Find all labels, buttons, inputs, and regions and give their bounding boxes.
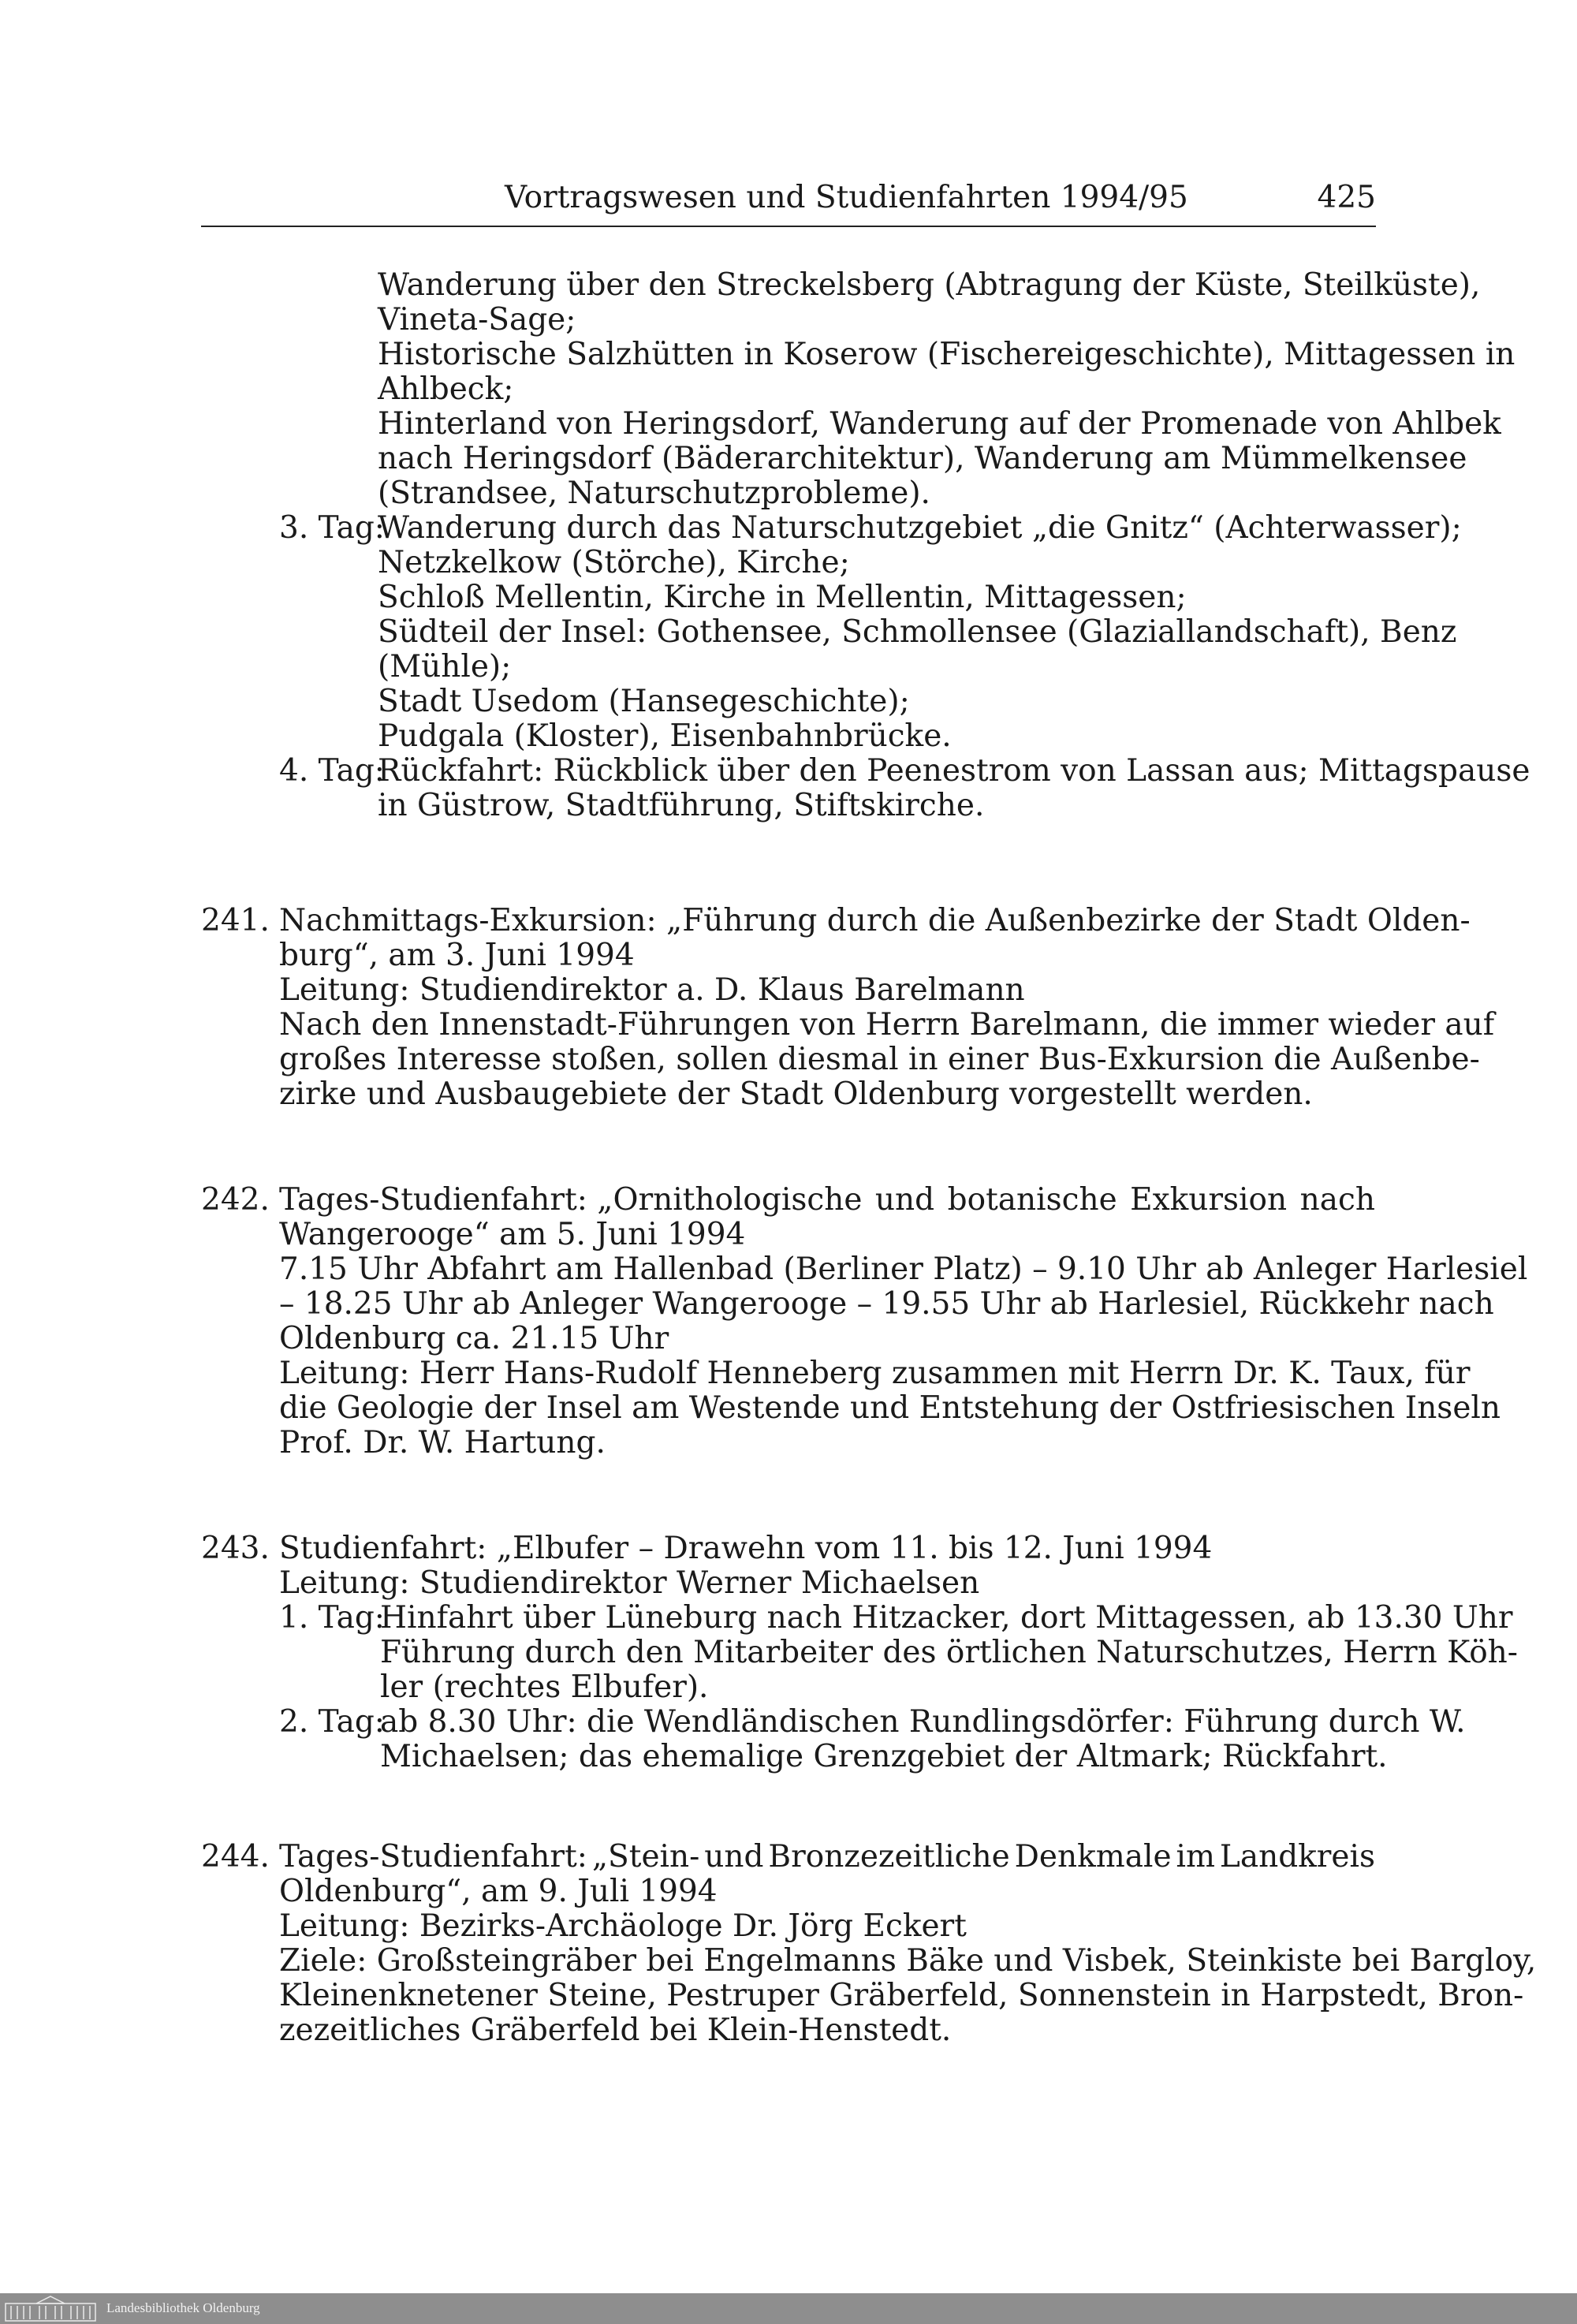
entry-number: 242. xyxy=(201,1182,270,1218)
text-line: Ziele: Großsteingräber bei Engelmanns Bäke und Visbek, Steinkiste bei Bargloy, xyxy=(279,1943,1537,1979)
text-fragment: botanische xyxy=(947,1182,1117,1218)
text-line: Hinterland von Heringsdorf, Wanderung auf der Promenade von Ahlbek xyxy=(378,406,1501,442)
text-line: Historische Salzhütten in Koserow (Fischereigeschichte), Mittagessen in xyxy=(378,337,1515,372)
intro-block xyxy=(378,268,1515,511)
day4-block xyxy=(378,754,1530,823)
text-line: Rückfahrt: Rückblick über den Peenestrom von Lassan aus; Mittagspause xyxy=(378,753,1530,789)
text-line: Schloß Mellentin, Kirche in Mellentin, Mittagessen; xyxy=(378,580,1187,615)
text-fragment: im xyxy=(1176,1839,1215,1874)
text-fragment: Landkreis xyxy=(1219,1839,1375,1874)
page-header xyxy=(201,175,1376,227)
text-line: zezeitliches Gräberfeld bei Klein-Henstedt. xyxy=(279,2013,952,2048)
text-line: Südteil der Insel: Gothensee, Schmollensee (Glaziallandschaft), Benz xyxy=(378,614,1457,650)
entry-242 xyxy=(279,1183,1527,1460)
text-line: Leitung: Studiendirektor a. D. Klaus Barelmann xyxy=(279,972,1025,1008)
running-title: Vortragswesen und Studienfahrten 1994/95 xyxy=(505,180,1188,215)
text-line: Pudgala (Kloster), Eisenbahnbrücke. xyxy=(378,718,952,754)
text-fragment: Tages-Studienfahrt: „Ornithologische xyxy=(279,1182,863,1218)
text-fragment: Denkmale xyxy=(1014,1839,1172,1874)
text-line: Nachmittags-Exkursion: „Führung durch die Außenbezirke der Stadt Olden- xyxy=(279,903,1471,938)
text-line: (Strandsee, Naturschutzprobleme). xyxy=(378,476,930,511)
text-line: Ahlbeck; xyxy=(378,371,514,407)
text-line xyxy=(279,1840,1375,1874)
text-line: Leitung: Bezirks-Archäologe Dr. Jörg Eckert xyxy=(279,1908,967,1944)
day-label: 4. Tag: xyxy=(279,753,385,789)
text-line: Leitung: Herr Hans-Rudolf Henneberg zusammen mit Herrn Dr. K. Taux, für xyxy=(279,1356,1471,1391)
text-line: großes Interesse stoßen, sollen diesmal in einer Bus-Exkursion die Außenbe- xyxy=(279,1042,1480,1077)
entry-243-day1 xyxy=(380,1601,1518,1705)
library-name: Landesbibliothek Oldenburg xyxy=(106,2300,260,2315)
entry-number: 241. xyxy=(201,903,270,938)
text-line: Vineta-Sage; xyxy=(378,302,576,338)
text-fragment: nach xyxy=(1299,1182,1375,1218)
text-fragment: Tages-Studienfahrt: xyxy=(279,1839,587,1874)
text-line: (Mühle); xyxy=(378,649,512,685)
text-line: Wanderung über den Streckelsberg (Abtragung der Küste, Steilküste), xyxy=(378,267,1481,303)
text-fragment: Exkursion xyxy=(1130,1182,1288,1218)
entry-number: 244. xyxy=(201,1839,270,1874)
text-line: Prof. Dr. W. Hartung. xyxy=(279,1425,606,1460)
entry-244 xyxy=(279,1840,1536,2048)
text-line: zirke und Ausbaugebiete der Stadt Oldenburg vorgestellt werden. xyxy=(279,1076,1313,1112)
day3-block xyxy=(378,511,1462,754)
day-label: 3. Tag: xyxy=(279,510,385,546)
text-fragment: und xyxy=(704,1839,764,1874)
text-line: burg“, am 3. Juni 1994 xyxy=(279,938,635,973)
text-line: die Geologie der Insel am Westende und Entstehung der Ostfriesischen Inseln xyxy=(279,1390,1501,1426)
text-line: ab 8.30 Uhr: die Wendländischen Rundlingsdörfer: Führung durch W. xyxy=(380,1704,1466,1740)
text-line: Oldenburg ca. 21.15 Uhr xyxy=(279,1321,669,1356)
entry-243-day2 xyxy=(380,1705,1466,1774)
text-line: Michaelsen; das ehemalige Grenzgebiet der Altmark; Rückfahrt. xyxy=(380,1739,1388,1774)
library-building-icon xyxy=(5,2296,96,2322)
entry-number: 243. xyxy=(201,1531,270,1566)
entry-243 xyxy=(279,1531,1212,1601)
text-line: Leitung: Studiendirektor Werner Michaelsen xyxy=(279,1565,980,1601)
text-fragment: „Stein- xyxy=(591,1839,700,1874)
text-line: Kleinenknetener Steine, Pestruper Gräberfeld, Sonnenstein in Harpstedt, Bron- xyxy=(279,1978,1524,2013)
text-line: Hinfahrt über Lüneburg nach Hitzacker, dort Mittagessen, ab 13.30 Uhr xyxy=(380,1600,1513,1636)
day-label: 1. Tag: xyxy=(279,1600,385,1636)
text-line: in Güstrow, Stadtführung, Stiftskirche. xyxy=(378,788,985,823)
text-line: Führung durch den Mitarbeiter des örtlichen Naturschutzes, Herrn Köh- xyxy=(380,1635,1518,1670)
text-line: Netzkelkow (Störche), Kirche; xyxy=(378,545,850,580)
library-footer xyxy=(0,2293,1577,2324)
text-fragment: Bronzezeitliche xyxy=(768,1839,1010,1874)
text-line: Wangerooge“ am 5. Juni 1994 xyxy=(279,1217,746,1252)
text-line: Stadt Usedom (Hansegeschichte); xyxy=(378,684,910,719)
day-label: 2. Tag: xyxy=(279,1704,385,1740)
text-line: 7.15 Uhr Abfahrt am Hallenbad (Berliner Platz) – 9.10 Uhr ab Anleger Harlesiel xyxy=(279,1252,1528,1287)
entry-241 xyxy=(279,904,1494,1112)
text-line: ler (rechtes Elbufer). xyxy=(380,1669,709,1705)
text-line: nach Heringsdorf (Bäderarchitektur), Wanderung am Mümmelkensee xyxy=(378,441,1467,476)
text-line: – 18.25 Uhr ab Anleger Wangerooge – 19.55 Uhr ab Harlesiel, Rückkehr nach xyxy=(279,1286,1494,1322)
text-line: Oldenburg“, am 9. Juli 1994 xyxy=(279,1874,718,1909)
page-number: 425 xyxy=(1317,180,1376,215)
text-fragment: und xyxy=(874,1182,935,1218)
text-line: Nach den Innenstadt-Führungen von Herrn Barelmann, die immer wieder auf xyxy=(279,1007,1495,1043)
text-line xyxy=(279,1183,1375,1218)
text-line: Wanderung durch das Naturschutzgebiet „die Gnitz“ (Achterwasser); xyxy=(378,510,1462,546)
text-line: Studienfahrt: „Elbufer – Drawehn vom 11. bis 12. Juni 1994 xyxy=(279,1531,1213,1566)
